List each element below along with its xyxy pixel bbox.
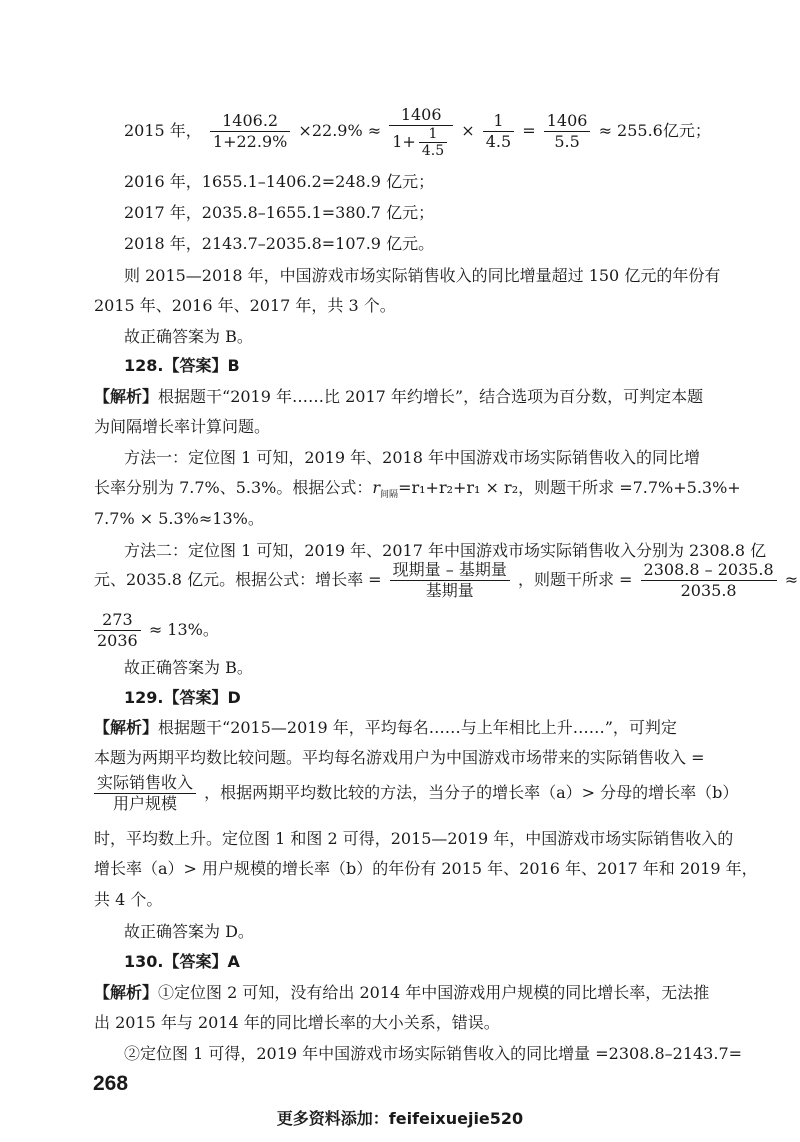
method-1-line-1: 方法一：定位图 1 可知，2019 年、2018 年中国游戏市场实际销售收入的同比增 <box>124 448 700 467</box>
question-130-answer: 130.【答案】A <box>124 952 240 971</box>
calc-2015-year: 2015 年， <box>124 121 202 140</box>
calc-2015-line: 2015 年， $\frac{1406.2}{1+22.9\%}$ ×22.9% ≈ 1406 1+ $\frac{1}{4.5}$ × $\frac{1}{4.5}$ = $\frac{1406}{5.5}$ ≈ 255.6亿元； <box>124 104 711 159</box>
method-2-line-3: $\frac{273}{2036}$ ≈ 13%。 <box>94 608 219 652</box>
calc-2017-line: 2017 年，2035.8–1655.1=380.7 亿元； <box>124 203 435 222</box>
method-2-line-1: 方法二：定位图 1 可知，2019 年、2017 年中国游戏市场实际销售收入分别为 2308.8 亿 <box>124 541 767 560</box>
fraction-1406-nested: 1406 1+ $\frac{1}{4.5}$ <box>389 105 453 159</box>
analysis-129-line-3: $\frac{\text{实际销售收入}}{\text{用户规模}}$ ，根据两期平均数比较的方法，当分子的增长率（a）> 分母的增长率（b） <box>94 768 738 818</box>
analysis-129-line-5: 增长率（a）> 用户规模的增长率（b）的年份有 2015 年、2016 年、2017 年和 2019 年， <box>94 859 758 878</box>
page-number: 268 <box>93 1072 129 1095</box>
fraction-1-over-4-5: $\frac{1}{4.5}$ <box>483 111 514 152</box>
average-fraction: $\frac{\text{实际销售收入}}{\text{用户规模}}$ <box>94 773 196 814</box>
method-2-line-2: 元、2035.8 亿元。根据公式：增长率 = $\frac{\text{现期量 – 基期量}}{\text{基期量}}$ ，则题干所求 = $\frac{2308.8 - 2035.8}{2035.8}$ ≈ <box>94 560 799 600</box>
analysis-130-line-2: 出 2015 年与 2014 年的同比增长率的大小关系，错误。 <box>94 1013 500 1032</box>
footer-note: 更多资料添加：feifeixuejie520 <box>276 1109 524 1128</box>
growth-rate-fraction: $\frac{\text{现期量 – 基期量}}{\text{基期量}}$ <box>390 560 510 601</box>
fraction-1406-2: $\frac{1406.2}{1+22.9\%}$ <box>210 111 290 152</box>
conclusion-line-2: 2015 年、2016 年、2017 年，共 3 个。 <box>94 296 396 315</box>
analysis-128-line-2: 为间隔增长率计算问题。 <box>94 417 271 436</box>
method-1-line-2: 长率分别为 7.7%、5.3%。根据公式：$r_{间隔}=r_1+r_2+r_1 \times r_2$，则题干所求 =7.7%+5.3%+ <box>94 478 741 501</box>
analysis-128-line-1: 【解析】根据题干“2019 年……比 2017 年约增长”，结合选项为百分数，可判定本题 <box>94 387 704 406</box>
question-129-answer: 129.【答案】D <box>124 688 241 707</box>
answer-fraction: $\frac{2308.8 - 2035.8}{2035.8}$ <box>641 560 777 601</box>
fraction-1406-over-5-5: $\frac{1406}{5.5}$ <box>544 111 591 152</box>
analysis-129-line-6: 共 4 个。 <box>94 890 163 909</box>
method-1-line-3: 7.7% × 5.3%≈13%。 <box>94 509 264 528</box>
analysis-129-line-4: 时，平均数上升。定位图 1 和图 2 可得，2015—2019 年，中国游戏市场实际销售收入的 <box>94 829 734 848</box>
answer-129: 故正确答案为 D。 <box>124 922 254 941</box>
calc-2016-line: 2016 年，1655.1–1406.2=248.9 亿元； <box>124 172 435 191</box>
question-128-answer: 128.【答案】B <box>124 356 240 375</box>
fraction-273-over-2036: $\frac{273}{2036}$ <box>94 610 141 651</box>
calc-2018-line: 2018 年，2143.7–2035.8=107.9 亿元。 <box>124 234 435 253</box>
analysis-130-line-3: ②定位图 1 可得，2019 年中国游戏市场实际销售收入的同比增量 =2308.8–2143.7= <box>124 1044 743 1063</box>
analysis-129-line-2: 本题为两期平均数比较问题。平均每名游戏用户为中国游戏市场带来的实际销售收入 = <box>94 748 705 767</box>
answer-128: 故正确答案为 B。 <box>124 658 253 677</box>
analysis-130-line-1: 【解析】①定位图 2 可知，没有给出 2014 年中国游戏用户规模的同比增长率，无法推 <box>94 983 710 1002</box>
analysis-129-line-1: 【解析】根据题干“2015—2019 年，平均每名……与上年相比上升……”，可判定 <box>94 718 677 737</box>
conclusion-line-1: 则 2015—2018 年，中国游戏市场实际销售收入的同比增量超过 150 亿元的年份有 <box>124 266 721 285</box>
answer-127: 故正确答案为 B。 <box>124 327 253 346</box>
